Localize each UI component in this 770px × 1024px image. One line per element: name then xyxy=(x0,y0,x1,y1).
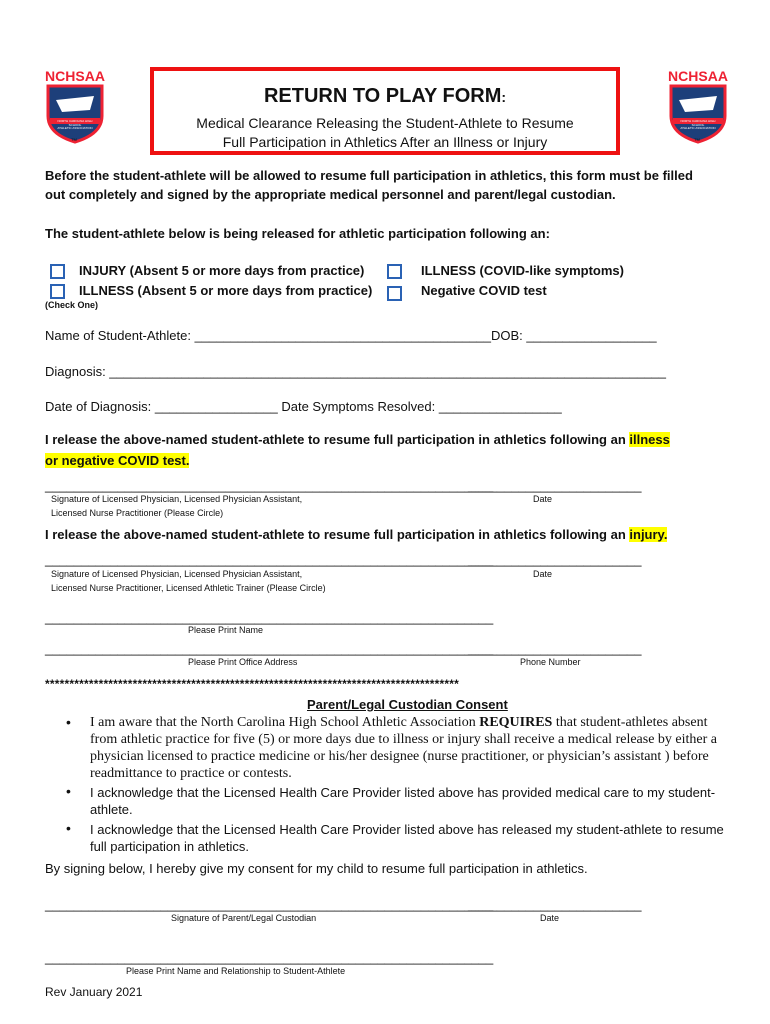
dates-field[interactable]: Date of Diagnosis: _________________ Date Symptoms Resolved: _________________ xyxy=(45,399,562,414)
subtitle-line2: Full Participation in Athletics After an Illness or Injury xyxy=(222,134,548,150)
bullet-1: • xyxy=(66,714,71,730)
title-box xyxy=(150,67,620,155)
revision-footer: Rev January 2021 xyxy=(45,985,143,999)
illness-absent-option-label: ILLNESS (Absent 5 or more days from practice) xyxy=(79,283,373,298)
diagnosis-field[interactable]: Diagnosis: _____________________________________________________________________________ xyxy=(45,364,667,379)
logo-sub: ATHLETIC ASSOCIATION xyxy=(57,126,93,130)
print-name-line[interactable]: ______________________________________________________________ xyxy=(45,610,494,625)
print-name-caption: Please Print Name xyxy=(188,625,264,635)
intro-line2: out completely and signed by the appropriate medical personnel and parent/legal custodian. xyxy=(45,187,616,202)
bullet-3: • xyxy=(66,820,71,836)
subtitle-line1: Medical Clearance Releasing the Student-Athlete to Resume xyxy=(196,115,574,131)
intro-line1: Before the student-athlete will be allowed to resume full participation in athletics, this form must be filled xyxy=(45,168,693,183)
logo-text: NCHSAA xyxy=(45,68,105,84)
parent-signature-line[interactable]: ______________________________________________________________ xyxy=(45,897,494,912)
logo-banner: NORTH CAROLINA HIGH SCHOOL xyxy=(680,119,716,127)
consent-bullet1-line2: from athletic practice for five (5) or more days due to illness or injury shall receive a medical release by either a xyxy=(90,732,718,747)
illness-covid-checkbox[interactable] xyxy=(387,264,402,279)
parent-print-name-caption: Please Print Name and Relationship to Student-Athlete xyxy=(126,966,346,976)
student-name-dob-field[interactable]: Name of Student-Athlete: _________________________________________DOB: __________________ xyxy=(45,328,657,343)
consent-bullet2-line2: athlete. xyxy=(90,802,133,817)
release-heading: The student-athlete below is being released for athletic participation following an: xyxy=(45,226,550,241)
phone-number-line[interactable]: ________________________ xyxy=(468,641,642,656)
phone-number-caption: Phone Number xyxy=(520,657,581,667)
form-title: RETURN TO PLAY FORM: xyxy=(263,85,507,107)
bullet-2: • xyxy=(66,783,71,799)
injury-date-line[interactable]: ________________________ xyxy=(468,552,642,567)
consent-bullet1-line4: readmittance to practice or contests. xyxy=(90,766,292,781)
consent-bullet1-line1: I am aware that the North Carolina High School Athletic Association REQUIRES that student-athletes absent xyxy=(90,715,708,730)
parent-signature-caption: Signature of Parent/Legal Custodian xyxy=(171,913,317,923)
injury-option-label: INJURY (Absent 5 or more days from practice) xyxy=(79,263,365,278)
illness-covid-option-label: ILLNESS (COVID-like symptoms) xyxy=(421,263,624,278)
injury-signature-caption2: Licensed Nurse Practitioner, Licensed Athletic Trainer (Please Circle) xyxy=(51,583,326,593)
negative-covid-checkbox[interactable] xyxy=(387,286,402,301)
consent-bullet3-line2: full participation in athletics. xyxy=(90,839,249,854)
illness-date-caption: Date xyxy=(533,494,553,504)
illness-signature-caption2: Licensed Nurse Practitioner (Please Circle) xyxy=(51,508,224,518)
injury-signature-caption1: Signature of Licensed Physician, Licensed Physician Assistant, xyxy=(51,569,303,579)
logo-banner: NORTH CAROLINA HIGH SCHOOL xyxy=(57,119,93,127)
illness-signature-caption1: Signature of Licensed Physician, Licensed Physician Assistant, xyxy=(51,494,303,504)
logo-sub: ATHLETIC ASSOCIATION xyxy=(680,126,716,130)
injury-date-caption: Date xyxy=(533,569,553,579)
consent-bullet2-line1: I acknowledge that the Licensed Health Care Provider listed above has provided medical care to my student- xyxy=(90,785,716,800)
injury-release-statement: I release the above-named student-athlete to resume full participation in athletics following an injury. xyxy=(45,527,668,542)
check-one-note: (Check One) xyxy=(45,300,99,310)
negative-covid-option-label: Negative COVID test xyxy=(421,283,547,298)
injury-checkbox[interactable] xyxy=(50,264,65,279)
logo-tm: TM xyxy=(694,137,700,142)
consent-signing-statement: By signing below, I hereby give my consent for my child to resume full participation in athletics. xyxy=(45,861,588,876)
section-divider: ************************************************************************************* xyxy=(45,677,459,691)
nchsaa-logo-left xyxy=(44,66,106,144)
consent-bullet3-line1: I acknowledge that the Licensed Health Care Provider listed above has released my student-athlete to resume xyxy=(90,822,724,837)
parent-print-name-line[interactable]: ______________________________________________________________ xyxy=(45,950,494,965)
parent-date-caption: Date xyxy=(540,913,560,923)
injury-physician-signature-line[interactable]: ______________________________________________________________ xyxy=(45,552,494,567)
illness-absent-checkbox[interactable] xyxy=(50,284,65,299)
logo-text: NCHSAA xyxy=(668,68,728,84)
print-address-caption: Please Print Office Address xyxy=(188,657,298,667)
illness-release-statement: I release the above-named student-athlete to resume full participation in athletics following an illness xyxy=(45,432,670,447)
print-address-line[interactable]: ______________________________________________________________ xyxy=(45,641,494,656)
illness-physician-signature-line[interactable]: ______________________________________________________________ xyxy=(45,478,494,493)
parent-date-line[interactable]: ________________________ xyxy=(468,897,642,912)
logo-tm: TM xyxy=(71,137,77,142)
nchsaa-logo-right xyxy=(667,66,729,144)
illness-date-line[interactable]: ________________________ xyxy=(468,478,642,493)
consent-heading: Parent/Legal Custodian Consent xyxy=(307,697,508,712)
consent-bullet1-line3: physician licensed to practice medicine or his/her designee (nurse practitioner, or physician’s assistant ) before xyxy=(90,749,709,764)
illness-release-statement-cont: or negative COVID test. xyxy=(45,453,190,468)
